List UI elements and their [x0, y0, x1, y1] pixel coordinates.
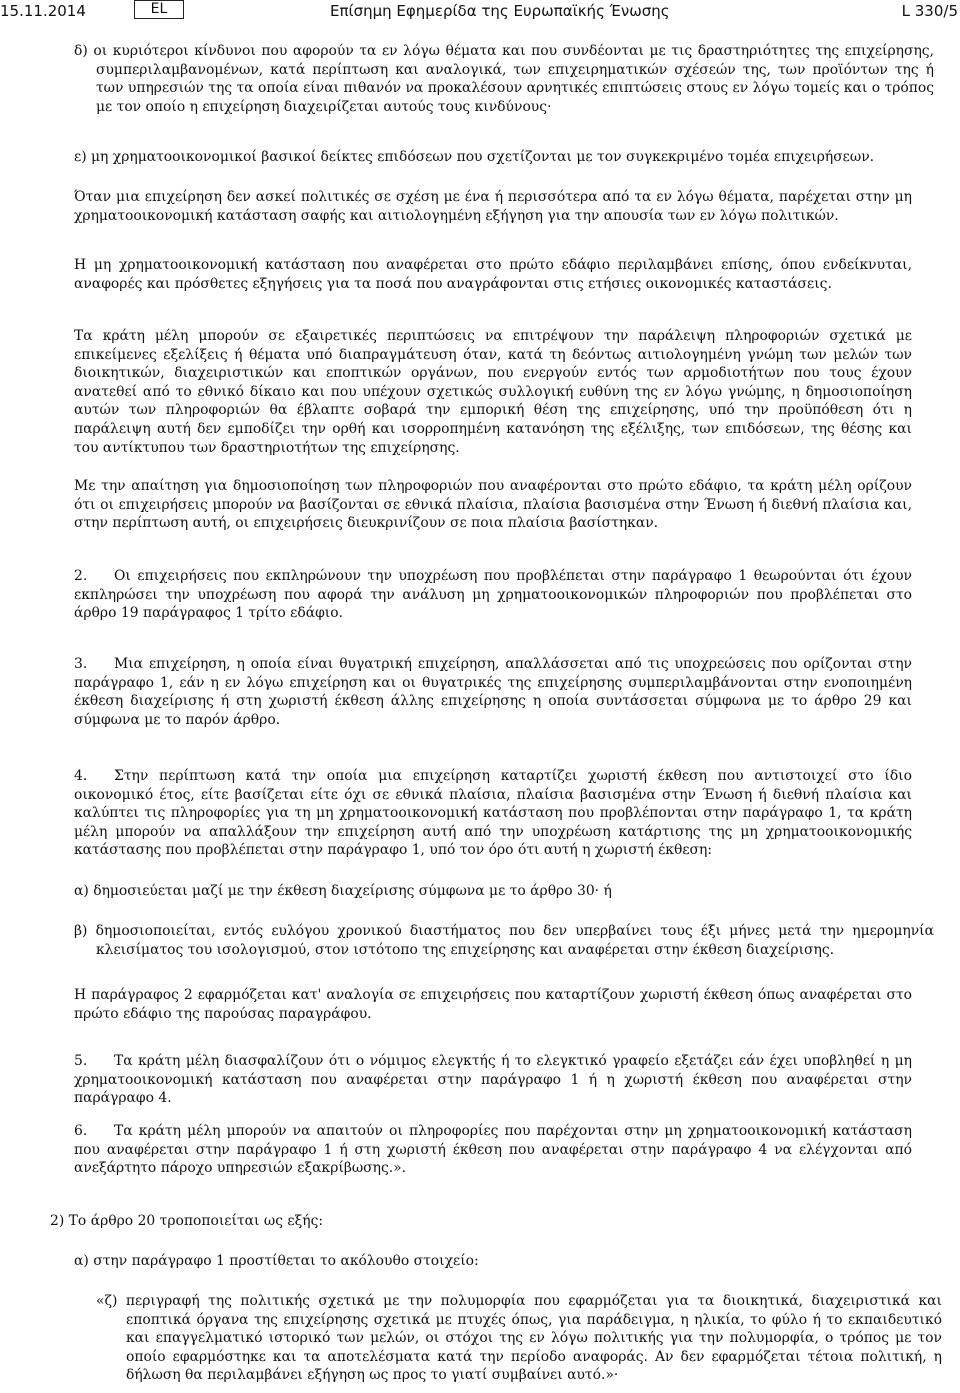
paragraph-frameworks: Με την απαίτηση για δημοσιοποίηση των πληροφοριών που αναφέρονται στο πρώτο εδάφιο, τα κράτη μέλη ορίζουν ότι οι επιχειρήσεις μπορούν να βασίζονται σε εθνικά πλαίσια, πλαίσια βασισμένα στην Ένωση ή διεθνή πλαίσια και, στην περίπτωση αυτή, οι επιχειρήσεις διευκρινίζουν σε ποια πλαίσια βασίστηκαν. [74, 478, 912, 532]
numbered-text: Τα κράτη μέλη μπορούν να απαιτούν οι πληροφορίες που παρέχονται στην μη χρηματοοικονομική κατάσταση που αναφέρεται στην παράγραφο 1 ή στη χωριστή έκθεση που αναφέρεται στην παράγραφο 4 να ελέγχονται από ανεξάρτητο πάροχο υπηρεσιών εξακρίβωσης.». [74, 1123, 912, 1177]
numbered-paragraph-6 [74, 1122, 912, 1178]
item-2a: α) στην παράγραφο 1 προστίθεται το ακόλουθο στοιχείο: [74, 1253, 479, 1269]
journal-title: Επίσημη Εφημερίδα της Ευρωπαϊκής Ένωσης [330, 2, 670, 20]
numbered-text: Μια επιχείρηση, η οποία είναι θυγατρική επιχείρηση, απαλλάσσεται από τις υποχρεώσεις που ορίζονται στην παράγραφο 1, εάν η εν λόγω επιχείρηση και οι θυγατρικές της επιχείρησης συμπεριλαμβάνονται στην ενοποιημένη έκθεση διαχείρισης ή στη χωριστή έκθεση άλλης επιχείρησης η οποία συντάσσεται σύμφωνα με το άρθρο 29 και σύμφωνα με το παρόν άρθρο. [74, 656, 912, 728]
point-4a: α) δημοσιεύεται μαζί με την έκθεση διαχείρισης σύμφωνα με το άρθρο 30· ή [74, 883, 612, 899]
paragraph-omission: Τα κράτη μέλη μπορούν σε εξαιρετικές περιπτώσεις να επιτρέψουν την παράλειψη πληροφοριών σχετικά με επικείμενες εξελίξεις ή θέματα υπό διαπραγμάτευση όταν, κατά τη δεόντως αιτιολογημένη γνώμη των μελών των διοικητικών, διαχειριστικών και εποπτικών οργάνων, που ενεργούν εντός των αρμοδιοτήτων που τους έχουν ανατεθεί από το εθνικό δίκαιο και που υπέχουν σχετικώς συλλογική ευθύνη της εν λόγω γνώμης, η δημοσιοποίηση αυτών των πληροφοριών θα έβλαπτε σοβαρά την εμπορική θέση της επιχείρησης, υπό την προϋπόθεση ότι η παράλειψη αυτή δεν εμποδίζει την ορθή και ισορροπημένη κατανόηση της εξέλιξης, των επιδόσεων, της θέσης και του αντίκτυπου των δραστηριοτήτων της επιχείρησης. [74, 328, 912, 456]
paragraph-apply: Η παράγραφος 2 εφαρμόζεται κατ' αναλογία σε επιχειρήσεις που καταρτίζουν χωριστή έκθεση όπως αναφέρεται στο πρώτο εδάφιο της παρούσας παραγράφου. [74, 987, 912, 1022]
numbered-paragraph-3 [74, 655, 912, 729]
point-delta: δ) οι κυριότεροι κίνδυνοι που αφορούν τα εν λόγω θέματα και που συνδέονται με τις δραστηριότητες της επιχείρησης, συμπεριλαμβανομένων, κατά περίπτωση και αναλογικά, των επιχειρηματικών σχέσεών της, των προϊόντων της ή των υπηρεσιών της τα οποία είναι πιθανόν να προκαλέσουν αρνητικές επιπτώσεις στους εν λόγω τομείς και ο τρόπος με τον οποίο η επιχείρηση διαχειρίζεται αυτούς τους κινδύνους· [74, 43, 934, 115]
language-badge: EL [134, 0, 184, 19]
number-label: 4. [74, 768, 88, 784]
numbered-text: Οι επιχειρήσεις που εκπληρώνουν την υποχρέωση που προβλέπεται στην παράγραφο 1 θεωρούνται ότι έχουν εκπληρώσει την υποχρέωση που αφορά την ανάλυση μη χρηματοοικονομικών πληροφοριών που προβλέπεται στο άρθρο 19 παράγραφος 1 τρίτο εδάφιο. [74, 568, 912, 622]
item-2z: «ζ) περιγραφή της πολιτικής σχετικά με την πολυμορφία που εφαρμόζεται για τα διοικητικά, διαχειριστικά και εποπτικά όργανα της επιχείρησης σχετικά με πτυχές όπως, για παράδειγμα, η ηλικία, το φύλο ή το εκπαιδευτικό και επαγγελματικό ιστορικό των μελών, οι στόχοι της εν λόγω πολιτικής για την πολυμορφία, ο τρόπος με τον οποίο εφαρμόστηκε και τα αποτελέσματα κατά την περίοδο αναφοράς. Αν δεν εφαρμόζεται τέτοια πολιτική, η δήλωση θα περιλαμβάνει εξήγηση ως προς το γιατί συμβαίνει αυτό.»· [96, 1293, 942, 1384]
numbered-paragraph-5 [74, 1052, 912, 1108]
numbered-text: Στην περίπτωση κατά την οποία μια επιχείρηση καταρτίζει χωριστή έκθεση που αντιστοιχεί στο ίδιο οικονομικό έτος, είτε βασίζεται είτε όχι σε εθνικά πλαίσια, πλαίσια βασισμένα στην Ένωση ή διεθνή πλαίσια και καλύπτει τις πληροφορίες για τη μη χρηματοοικονομική κατάσταση που προβλέπονται στην παράγραφο 1, τα κράτη μέλη μπορούν να απαλλάξουν την επιχείρηση αυτή από την υποχρέωση κατάρτισης της μη χρηματοοικονομικής κατάστασης που προβλέπεται στην παράγραφο 1, υπό τον όρο ότι αυτή η χωριστή έκθεση: [74, 768, 912, 859]
paragraph-no-policies: Όταν μια επιχείρηση δεν ασκεί πολιτικές σε σχέση με ένα ή περισσότερα από τα εν λόγω θέματα, παρέχεται στην μη χρηματοοικονομική κατάσταση σαφής και αιτιολογημένη εξήγηση για την απουσία των εν λόγω πολιτικών. [74, 189, 912, 224]
paragraph-references: Η μη χρηματοοικονομική κατάσταση που αναφέρεται στο πρώτο εδάφιο περιλαμβάνει επίσης, όπου ενδείκνυται, αναφορές και πρόσθετες εξηγήσεις για τα ποσά που αναγράφονται στις ετήσιες οικονομικές καταστάσεις. [74, 257, 912, 292]
number-label: 3. [74, 656, 88, 672]
item-2: 2) Το άρθρο 20 τροποποιείται ως εξής: [50, 1213, 324, 1229]
numbered-paragraph-2 [74, 567, 912, 623]
number-label: 2. [74, 568, 88, 584]
page-number: L 330/5 [901, 2, 958, 20]
numbered-text: Τα κράτη μέλη διασφαλίζουν ότι ο νόμιμος ελεγκτής ή το ελεγκτικό γραφείο εξετάζει εάν έχει υποβληθεί η μη χρηματοοικονομική κατάσταση που αναφέρεται στην παράγραφο 1 ή η χωριστή έκθεση που αναφέρεται στην παράγραφο 4. [74, 1053, 912, 1107]
number-label: 6. [74, 1123, 88, 1139]
header-date: 15.11.2014 [0, 2, 86, 20]
number-label: 5. [74, 1053, 88, 1069]
numbered-paragraph-4 [74, 767, 912, 860]
point-4b: β) δημοσιοποιείται, εντός ευλόγου χρονικού διαστήματος που δεν υπερβαίνει τους έξι μήνες μετά την ημερομηνία κλεισίματος του ισολογισμού, στον ιστότοπο της επιχείρησης και αναφέρεται στην έκθεση διαχείρισης. [74, 923, 934, 958]
point-epsilon: ε) μη χρηματοοικονομικοί βασικοί δείκτες επιδόσεων που σχετίζονται με τον συγκεκριμένο τομέα επιχειρήσεων. [74, 149, 875, 165]
page-header [0, 0, 960, 24]
